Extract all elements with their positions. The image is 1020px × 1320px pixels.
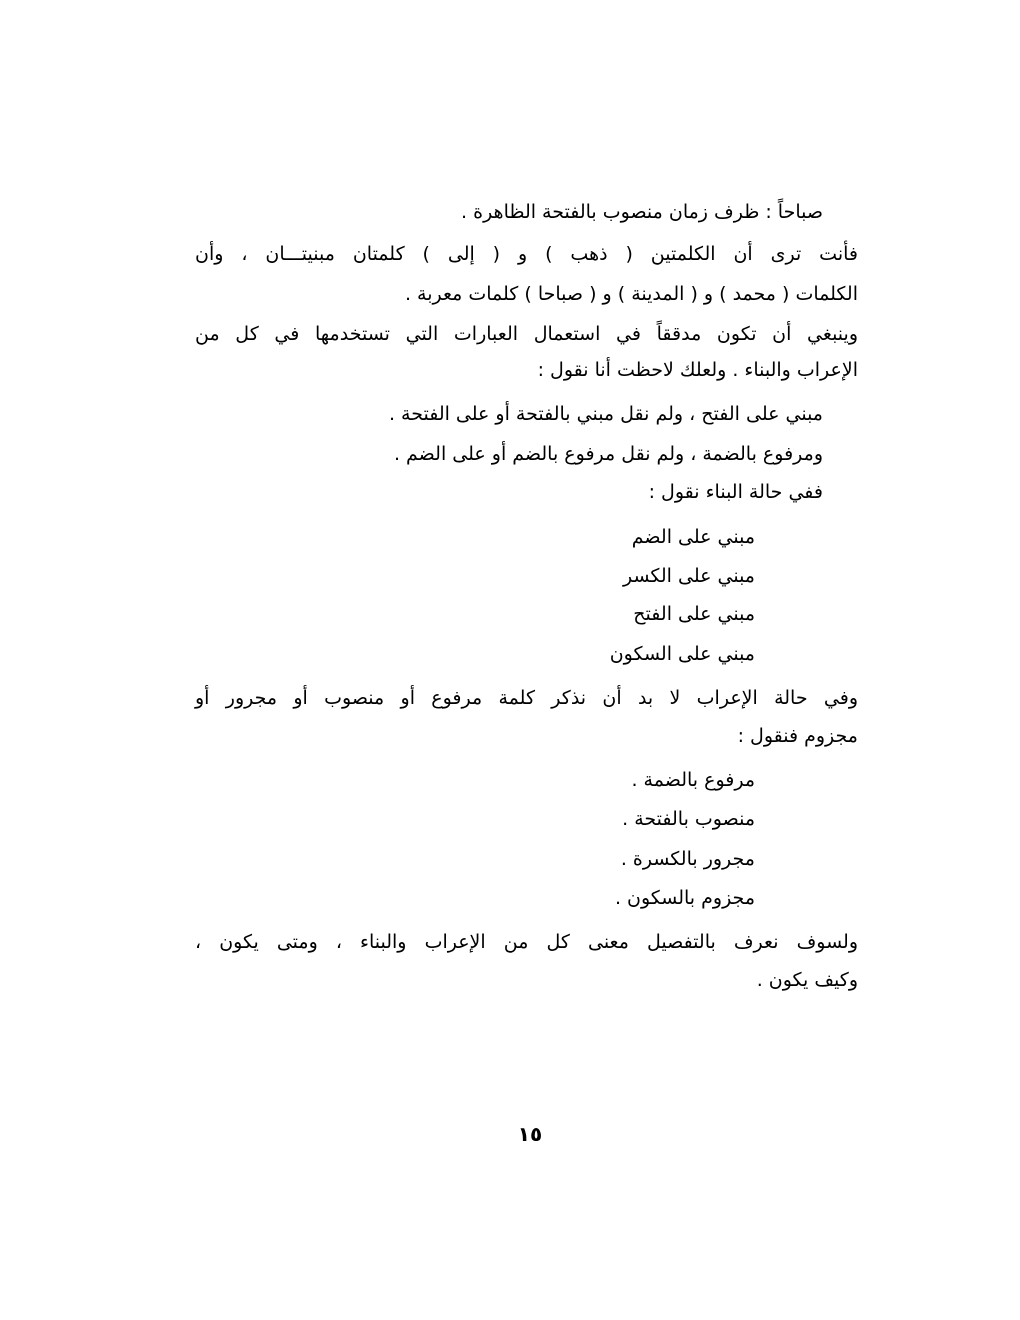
list-item: مبني على الضم <box>631 526 755 548</box>
page-number: ١٥ <box>517 1122 543 1146</box>
list-item: مبني على الكسر <box>622 565 755 587</box>
list-item: مرفوع بالضمة . <box>631 769 755 791</box>
text-line: ولسوف نعرف بالتفصيل معنى كل من الإعراب والبناء ، ومتى يكون ، <box>195 931 858 953</box>
text-line: مجزوم فنقول : <box>737 725 858 747</box>
text-line: فأنت ترى أن الكلمتين ( ذهب ) و ( إلى ) كلمتان مبنيتـــان ، وأن <box>195 243 858 265</box>
text-line: صباحاً : ظرف زمان منصوب بالفتحة الظاهرة . <box>461 201 823 223</box>
text-line: وينبغي أن تكون مدققاً في استعمال العبارات التي تستخدمها في كل من <box>195 323 858 345</box>
text-line: مبني على الفتح ، ولم نقل مبني بالفتحة أو على الفتحة . <box>388 403 823 425</box>
list-item: مبني على الفتح <box>633 603 755 625</box>
text-line: ومرفوع بالضمة ، ولم نقل مرفوع بالضم أو على الضم . <box>393 443 823 465</box>
text-line: الكلمات ( محمد ) و ( المدينة ) و ( صباحا ) كلمات معربة . <box>404 283 858 305</box>
text-line: ففي حالة البناء نقول : <box>648 481 823 503</box>
list-item: مجزوم بالسكون . <box>614 887 755 909</box>
text-line: الإعراب والبناء . ولعلك لاحظت أنا نقول : <box>537 359 858 381</box>
list-item: مجرور بالكسرة . <box>620 848 755 870</box>
list-item: منصوب بالفتحة . <box>622 808 755 830</box>
text-line: وكيف يكون . <box>756 969 858 991</box>
text-line: وفي حالة الإعراب لا بد أن نذكر كلمة مرفوع أو منصوب أو مجرور أو <box>195 687 858 709</box>
list-item: مبني على السكون <box>609 643 755 665</box>
